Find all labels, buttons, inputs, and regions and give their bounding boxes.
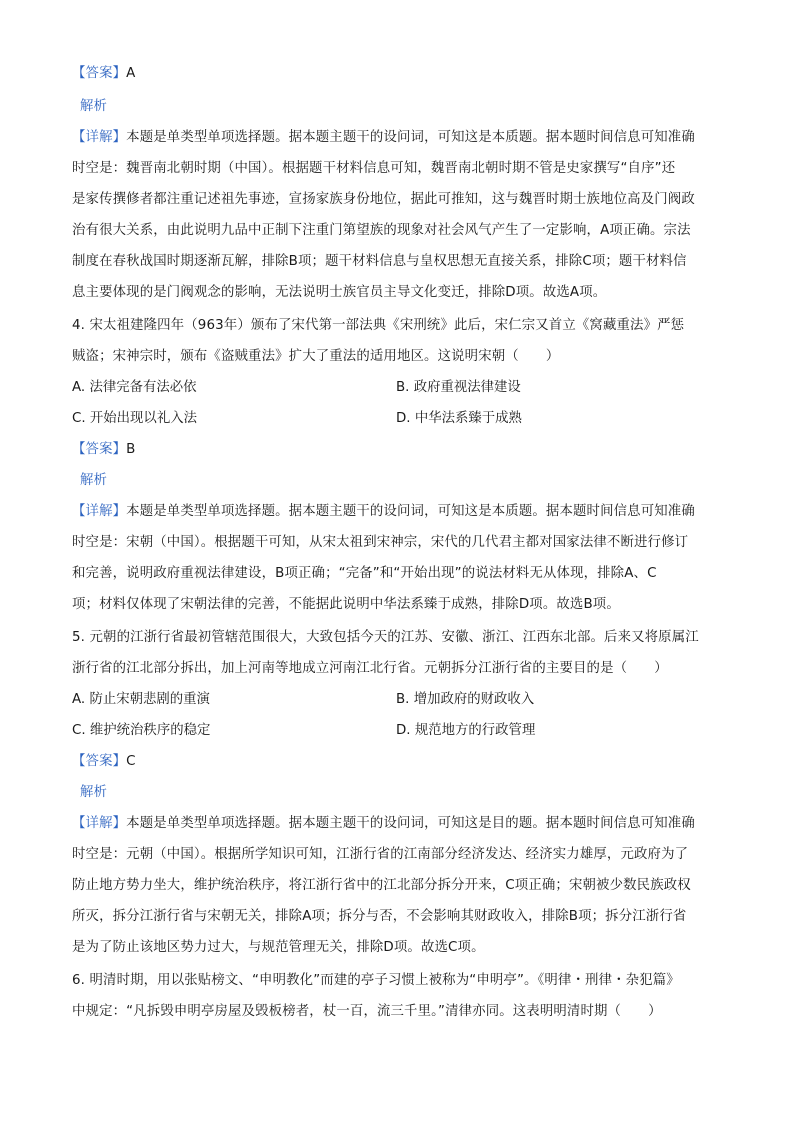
detail-line: 时空是：魏晋南北朝时期（中国）。根据题干材料信息可知，魏晋南北朝时期不管是史家撰写“自序”还	[72, 161, 676, 176]
answer-tag: 【答案】	[72, 754, 127, 769]
option-d: D. 中华法系臻于成熟	[396, 411, 522, 426]
detail-tag: 【详解】	[72, 816, 127, 831]
detail-text: 本题是单类型单项选择题。据本题主题干的设问词，可知这是本质题。据本题时间信息可知准确	[126, 504, 695, 519]
answer-line	[72, 440, 722, 460]
detail-line: 是家传撰修者都注重记述祖先事迹，宣扬家族身份地位，据此可推知，这与魏晋时期士族地位高及门阀政	[72, 192, 695, 207]
detail-line	[72, 814, 722, 834]
question-stem: 贼盗；宋神宗时，颁布《盗贼重法》扩大了重法的适用地区。这说明宋朝（ ）	[72, 349, 560, 364]
answer-value: C	[126, 754, 136, 769]
detail-line: 息主要体现的是门阀观念的影响，无法说明士族官员主导文化变迁，排除D项。故选A项。	[72, 285, 607, 300]
answer-line	[72, 752, 722, 772]
detail-text: 本题是单类型单项选择题。据本题主题干的设问词，可知这是目的题。据本题时间信息可知准确	[126, 816, 695, 831]
detail-line: 时空是：元朝（中国）。根据所学知识可知，江浙行省的江南部分经济发达、经济实力雄厚，元政府为了	[72, 847, 689, 862]
detail-tag: 【详解】	[72, 504, 127, 519]
detail-text: 本题是单类型单项选择题。据本题主题干的设问词，可知这是本质题。据本题时间信息可知准确	[126, 130, 695, 145]
analysis-heading	[72, 783, 722, 803]
question-stem: 中规定：“凡拆毁申明亭房屋及毁板榜者，杖一百，流三千里。”清律亦同。这表明明清时期（ ）	[72, 1004, 662, 1019]
question-stem: 浙行省的江北部分拆出，加上河南等地成立河南江北行省。元朝拆分江浙行省的主要目的是（ ）	[72, 661, 668, 676]
analysis-heading	[72, 471, 722, 491]
option-a: A. 法律完备有法必依	[72, 380, 197, 395]
answer-tag: 【答案】	[72, 66, 127, 81]
question-stem: 6. 明清时期，用以张贴榜文、“申明教化”而建的亭子习惯上被称为“申明亭”。《明律・刑律・杂犯篇》	[72, 973, 680, 988]
detail-line: 防止地方势力坐大，维护统治秩序，将江浙行省中的江北部分拆分开来，C项正确；宋朝被少数民族政权	[72, 878, 691, 893]
answer-tag: 【答案】	[72, 442, 127, 457]
answer-value: A	[126, 66, 136, 81]
option-c: C. 开始出现以礼入法	[72, 411, 197, 426]
detail-line	[72, 128, 722, 148]
option-b: B. 政府重视法律建设	[396, 380, 521, 395]
analysis-tag: 解析	[80, 785, 108, 800]
detail-line: 制度在春秋战国时期逐渐瓦解，排除B项；题干材料信息与皇权思想无直接关系，排除C项；题干材料信	[72, 254, 687, 269]
detail-line: 时空是：宋朝（中国）。根据题干可知，从宋太祖到宋神宗，宋代的几代君主都对国家法律不断进行修订	[72, 535, 689, 550]
detail-line	[72, 502, 722, 522]
analysis-tag: 解析	[80, 473, 108, 488]
answer-value: B	[126, 442, 136, 457]
option-a: A. 防止宋朝悲剧的重演	[72, 692, 210, 707]
option-b: B. 增加政府的财政收入	[396, 692, 535, 707]
answer-line	[72, 64, 722, 84]
analysis-tag: 解析	[80, 99, 108, 114]
detail-line: 和完善，说明政府重视法律建设，B项正确；“完备”和“开始出现”的说法材料无从体现，排除A、C	[72, 566, 657, 581]
detail-line: 所灭，拆分江浙行省与宋朝无关，排除A项；拆分与否，不会影响其财政收入，排除B项；拆分江浙行省	[72, 909, 687, 924]
question-stem: 5. 元朝的江浙行省最初管辖范围很大，大致包括今天的江苏、安徽、浙江、江西东北部。后来又将原属江	[72, 630, 699, 645]
detail-tag: 【详解】	[72, 130, 127, 145]
detail-line: 是为了防止该地区势力过大，与规范管理无关，排除D项。故选C项。	[72, 940, 485, 955]
option-d: D. 规范地方的行政管理	[396, 723, 536, 738]
detail-line: 项；材料仅体现了宋朝法律的完善，不能据此说明中华法系臻于成熟，排除D项。故选B项。	[72, 597, 620, 612]
detail-line: 治有很大关系，由此说明九品中正制下注重门第望族的现象对社会风气产生了一定影响，A项正确。宗法	[72, 223, 691, 238]
question-stem: 4. 宋太祖建隆四年（963年）颁布了宋代第一部法典《宋刑统》此后，宋仁宗又首立《窝藏重法》严惩	[72, 318, 685, 333]
analysis-heading	[72, 97, 722, 117]
option-c: C. 维护统治秩序的稳定	[72, 723, 211, 738]
